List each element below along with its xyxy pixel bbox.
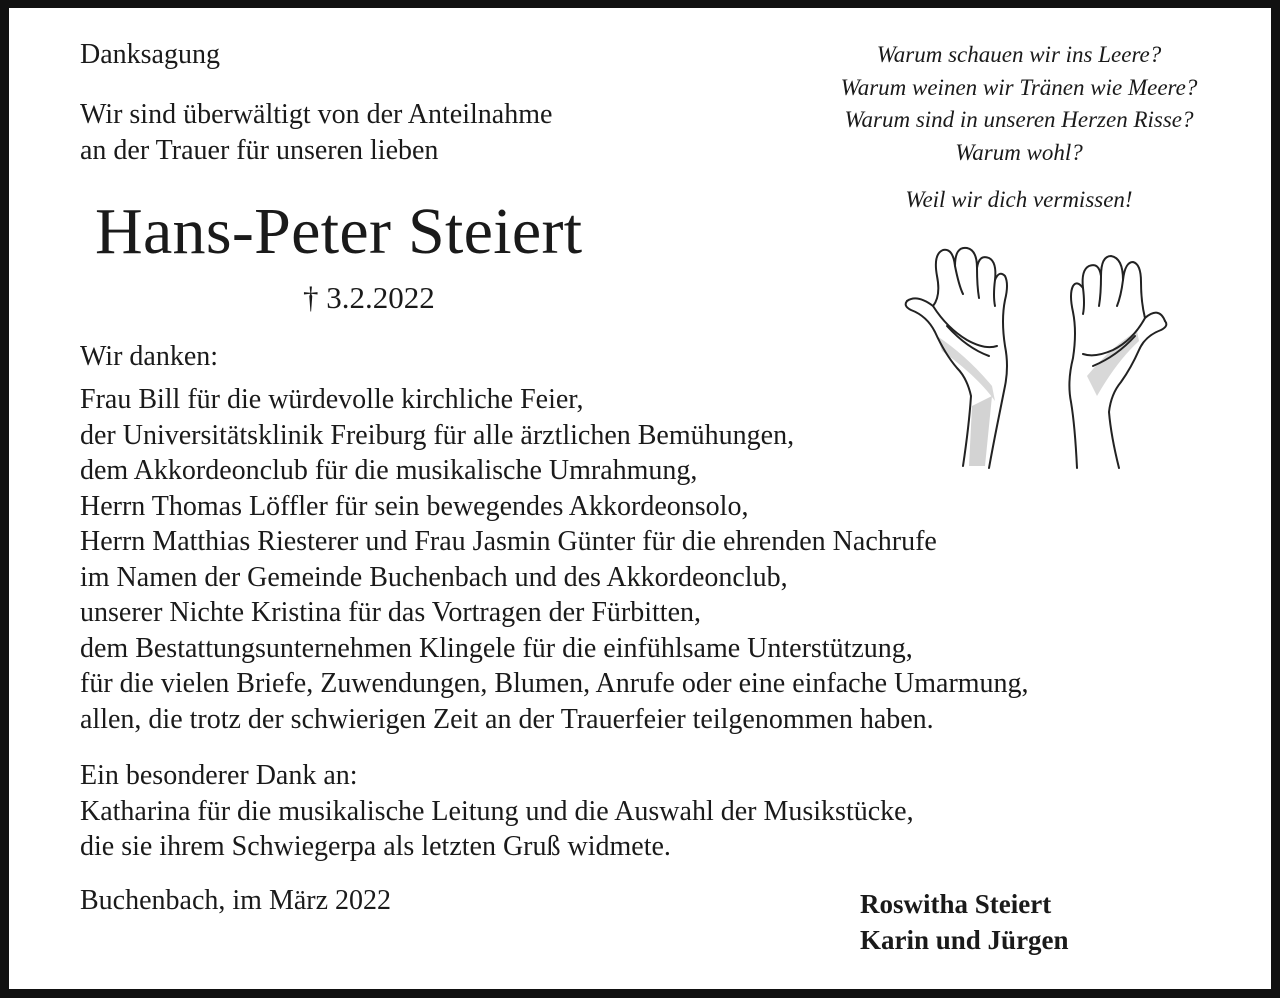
notice-heading: Danksagung [80, 39, 220, 70]
intro-line: Wir sind überwältigt von der Anteilnahme [80, 99, 553, 130]
poem-closing: Weil wir dich vermissen! [905, 187, 1133, 212]
thanks-line: im Namen der Gemeinde Buchenbach und des Akkordeonclub, [80, 561, 788, 593]
thanks-line: unserer Nichte Kristina für das Vortragen der Fürbitten, [80, 597, 702, 628]
special-thanks-line: Ein besonderer Dank an: [80, 760, 358, 791]
special-thanks-line: Katharina für die musikalische Leitung und die Auswahl der Musikstücke, [80, 795, 914, 827]
thanks-line: allen, die trotz der schwierigen Zeit an der Trauerfeier teilgenommen haben. [80, 703, 934, 735]
special-thanks [80, 758, 914, 865]
poem-line: Warum wohl? [955, 139, 1083, 165]
thanks-line: dem Bestattungsunternehmen Klingele für die einfühlsame Unterstützung, [80, 632, 913, 664]
place-date: Buchenbach, im März 2022 [80, 885, 392, 916]
poem-gap [799, 169, 1239, 184]
poem-line: Warum weinen wir Tränen wie Meere? [840, 74, 1198, 100]
signature-line: Karin und Jürgen [860, 925, 1069, 955]
signature-line: Roswitha Steiert [860, 889, 1052, 919]
thanks-line: Frau Bill für die würdevolle kirchliche Feier, [80, 384, 584, 415]
thanks-line: für die vielen Briefe, Zuwendungen, Blumen, Anrufe oder eine einfache Umarmung, [80, 668, 1029, 699]
poem-line: Warum sind in unseren Herzen Risse? [844, 107, 1194, 132]
intro-text [80, 97, 552, 168]
intro-line: an der Trauer für unseren lieben [80, 134, 439, 166]
thanks-heading: Wir danken: [80, 341, 219, 372]
poem-line: Warum schauen wir ins Leere? [876, 42, 1162, 67]
signatures [860, 886, 1069, 958]
thanks-list [80, 382, 1029, 737]
thanks-line: der Universitätsklinik Freiburg für alle ärztlichen Bemühungen, [80, 419, 795, 451]
thanks-line: dem Akkordeonclub für die musikalische Umrahmung, [80, 455, 698, 486]
thanks-line: Herrn Matthias Riesterer und Frau Jasmin Günter für die ehrenden Nachrufe [80, 526, 937, 557]
thanks-line: Herrn Thomas Löffler für sein bewegendes Akkordeonsolo, [80, 490, 749, 522]
deceased-name: Hans-Peter Steiert [95, 195, 583, 268]
death-date: † 3.2.2022 [303, 280, 435, 315]
poem [799, 39, 1239, 217]
special-thanks-line: die sie ihrem Schwiegerpa als letzten Gruß widmete. [80, 831, 671, 862]
